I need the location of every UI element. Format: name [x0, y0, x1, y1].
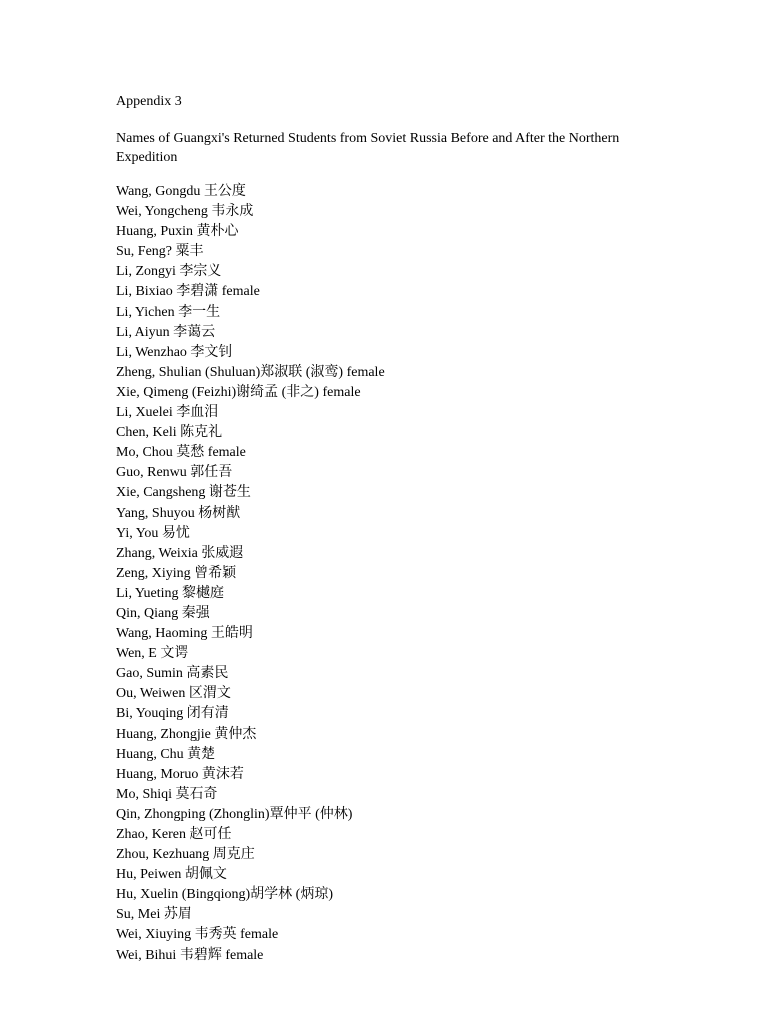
name-entry: Gao, Sumin 高素民: [116, 666, 229, 682]
name-entry: Wang, Haoming 王皓明: [116, 626, 253, 642]
name-entry: Zhang, Weixia 张威遐: [116, 545, 244, 561]
name-entry: Xie, Qimeng (Feizhi)谢绮孟 (非之) female: [116, 384, 361, 400]
name-entry: Xie, Cangsheng 谢苍生: [116, 485, 251, 501]
name-entry: Li, Wenzhao 李文钊: [116, 344, 233, 360]
name-entry: Wen, E 文谔: [116, 646, 189, 662]
name-entry: Guo, Renwu 郭任吾: [116, 465, 233, 481]
names-list: [116, 182, 385, 966]
name-entry: Wei, Xiuying 韦秀英 female: [116, 927, 279, 943]
name-entry: Huang, Chu 黄楚: [116, 746, 216, 762]
name-entry: Qin, Qiang 秦强: [116, 605, 210, 621]
name-entry: Li, Bixiao 李碧潇 female: [116, 284, 260, 300]
name-entry: Mo, Shiqi 莫石奇: [116, 786, 218, 802]
name-entry: Wei, Bihui 韦碧辉 female: [116, 947, 264, 963]
name-entry: Huang, Zhongjie 黄仲杰: [116, 726, 257, 742]
name-entry: Hu, Peiwen 胡佩文: [116, 867, 227, 883]
name-entry: Li, Yueting 黎樾庭: [116, 585, 224, 601]
name-entry: Zeng, Xiying 曾希颖: [116, 565, 237, 581]
name-entry: Zheng, Shulian (Shuluan)郑淑联 (淑鸾) female: [116, 364, 385, 380]
name-entry: Su, Mei 苏眉: [116, 907, 192, 923]
name-entry: Zhao, Keren 赵可任: [116, 827, 232, 842]
name-entry: Huang, Puxin 黄朴心: [116, 224, 239, 240]
name-entry: Huang, Moruo 黄沫若: [116, 766, 244, 782]
name-entry: Li, Xuelei 李血泪: [116, 405, 219, 421]
appendix-title: Names of Guangxi's Returned Students from Soviet Russia Before and After the Northern Expedition: [116, 131, 620, 165]
name-entry: Mo, Chou 莫愁 female: [116, 445, 246, 461]
name-entry: Chen, Keli 陈克礼: [116, 425, 223, 441]
name-entry: Su, Feng? 粟丰: [116, 244, 204, 260]
name-entry: Zhou, Kezhuang 周克庄: [116, 847, 255, 863]
name-entry: Bi, Youqing 闭有清: [116, 706, 229, 722]
name-entry: Yi, You 易忧: [116, 525, 190, 541]
name-entry: Hu, Xuelin (Bingqiong)胡学林 (炳琼): [116, 887, 333, 903]
name-entry: Li, Aiyun 李蔼云: [116, 324, 216, 340]
name-entry: Wei, Yongcheng 韦永成: [116, 204, 254, 220]
name-entry: Li, Yichen 李一生: [116, 304, 221, 320]
name-entry: Yang, Shuyou 杨树猷: [116, 505, 241, 521]
name-entry: Qin, Zhongping (Zhonglin)覃仲平 (仲林): [116, 806, 353, 822]
name-entry: Ou, Weiwen 区渭文: [116, 686, 231, 702]
name-entry: Li, Zongyi 李宗义: [116, 264, 222, 280]
appendix-heading: Appendix 3: [116, 94, 182, 109]
name-entry: Wang, Gongdu 王公度: [116, 184, 246, 199]
